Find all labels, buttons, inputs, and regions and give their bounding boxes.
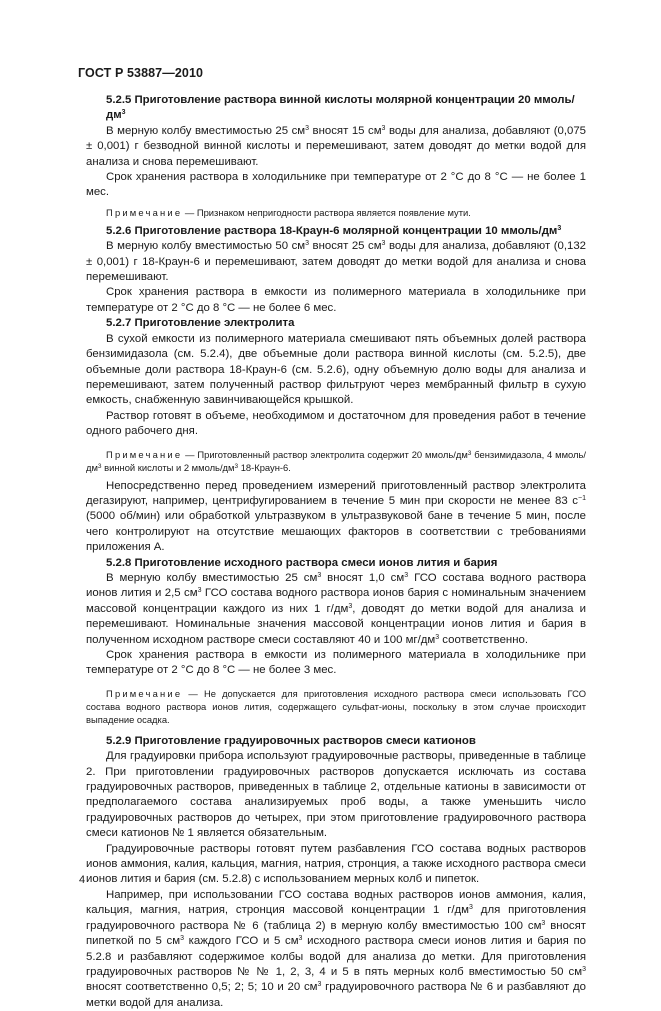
note-label: Примечание <box>106 206 183 218</box>
section-heading-5-2-7: 5.2.7 Приготовление электролита <box>106 317 295 330</box>
document-body <box>86 93 586 1011</box>
paragraph: Срок хранения раствора в емкости из полимерного материала в холодильнике при температуре от 2 °С до 8 °С — не более 3 мес. <box>86 649 586 677</box>
note-label: Примечание <box>106 687 183 699</box>
paragraph: В сухой емкости из полимерного материала смешивают пять объемных долей раствора бензимидазола (см. 5.2.4), две объемные доли раствора винной кислоты (см. 5.2.5), две объемные доли раствора 18-Краун-6 (см. 5.2.6), одну объемную долю воды для анализа и перемешивают, затем полученный раствор фильтруют через мембранный фильтр в сухую емкость, снабженную завинчивающейся крышкой. <box>86 332 586 407</box>
paragraph: В мерную колбу вместимостью 25 $см^3$ вносят 15 $см^3$ воды для анализа, добавляют (0,075 ± 0,001) г безводной винной кислоты и перемешивают, затем доводят до метки водой для анализа и снова перемешивают. <box>86 124 586 168</box>
note: Примечание — Признаком непригодности раствора является появление мути. <box>106 206 471 218</box>
note: Примечание — Приготовленный раствор электролита содержит 20 ммоль/$дм^3$ бензимидазола, 4 ммоль/$дм^3$ винной кислоты и 2 ммоль/$дм^3$ 18-Краун-6. <box>86 448 586 473</box>
note: Примечание — Не допускается для приготовления исходного раствора смеси использовать ГСО состава водного раствора ионов лития, содержащего сульфат-ионы, поскольку в этом случае происходит выпадение осадка. <box>86 687 586 725</box>
section-heading-5-2-8: 5.2.8 Приготовление исходного раствора смеси ионов лития и бария <box>106 556 498 569</box>
paragraph: Например, при использовании ГСО состава водных растворов ионов аммония, калия, кальция, магния, натрия, стронция массовой концентрации 1 $г/дм^3$ для приготовления градуировочного раствора № 6 (таблица 2) в мерную колбу вместимостью 100 $см^3$ вносят пипеткой по 5 $см^3$ каждого ГСО и 5 $см^3$ исходного раствора смеси ионов лития и бария по 5.2.8 и разбавляют содержимое колбы водой для анализа до метки. Для приготовления градуировочных растворов № № 1, 2, 3, 4 и 5 в пять мерных колб вместимостью 50 $см^3$ вносят соответственно 0,5; 2; 5; 10 и 20 $см^3$ градуировочного раствора № 6 и разбавляют до метки водой для анализа. <box>86 888 586 1009</box>
paragraph: Градуировочные растворы готовят путем разбавления ГСО состава водных растворов ионов аммония, калия, кальция, магния, натрия, стронция, а также исходного раствора смеси ионов лития и бария (см. 5.2.8) с использованием мерных колб и пипеток. <box>86 842 586 886</box>
section-heading-5-2-6: 5.2.6 Приготовление раствора 18-Краун-6 молярной концентрации 10 ммоль/$дм^3$ <box>106 224 562 237</box>
section-heading-5-2-9: 5.2.9 Приготовление градуировочных растворов смеси катионов <box>106 734 476 747</box>
paragraph: В мерную колбу вместимостью 50 $см^3$ вносят 25 $см^3$ воды для анализа, добавляют (0,132 ± 0,001) г 18-Краун-6 и перемешивают, затем доводят до метки водой для анализа и снова перемешивают. <box>86 240 586 284</box>
paragraph: Для градуировки прибора используют градуировочные растворы, приведенные в таблице 2. При приготовлении градуировочных растворов допускается исключать из состава градуировочных растворов, приведенных в таблице 2, отдельные катионы в зависимости от предполагаемого состава анализируемых проб воды, а также уменьшить число градуировочных растворов до четырех, при этом приготовление градуировочного раствора смеси катионов № 1 является обязательным. <box>86 750 586 840</box>
section-heading-5-2-5: 5.2.5 Приготовление раствора винной кислоты молярной концентрации 20 ммоль/$дм^3$ <box>106 94 575 122</box>
paragraph: Срок хранения раствора в емкости из полимерного материала в холодильнике при температуре от 2 °С до 8 °С — не более 6 мес. <box>86 286 586 314</box>
paragraph: Срок хранения раствора в холодильнике при температуре от 2 °С до 8 °С — не более 1 мес. <box>86 171 586 199</box>
page-number: 4 <box>79 874 86 886</box>
paragraph: Непосредственно перед проведением измерений приготовленный раствор электролита дегазируют, например, центрифугированием в течение 5 мин при скорости не менее 83 $с^{-1}$ (5000 об/мин) или обработкой ультразвуком в ультразвуковой бане в течение 5 мин, после чего контролируют на отсутствие мешающих факторов в соответствии с требованиями приложения А. <box>86 479 586 554</box>
note-label: Примечание <box>106 448 183 460</box>
paragraph: Раствор готовят в объеме, необходимом и достаточном для проведения работ в течение одного рабочего дня. <box>86 409 586 438</box>
document-header: ГОСТ Р 53887—2010 <box>78 66 204 80</box>
paragraph: В мерную колбу вместимостью 25 $см^3$ вносят 1,0 $см^3$ ГСО состава водного раствора ионов лития и 2,5 $см^3$ ГСО состава водного раствора ионов бария с номинальным значением массовой концентрации каждого из них 1 $г/дм^3$, доводят до метки водой для анализа и перемешивают. Номинальные значения массовой концентрации ионов лития и бария в полученном исходном растворе смеси составляют 40 и 100 $мг/дм^3$ соответственно. <box>86 571 587 646</box>
